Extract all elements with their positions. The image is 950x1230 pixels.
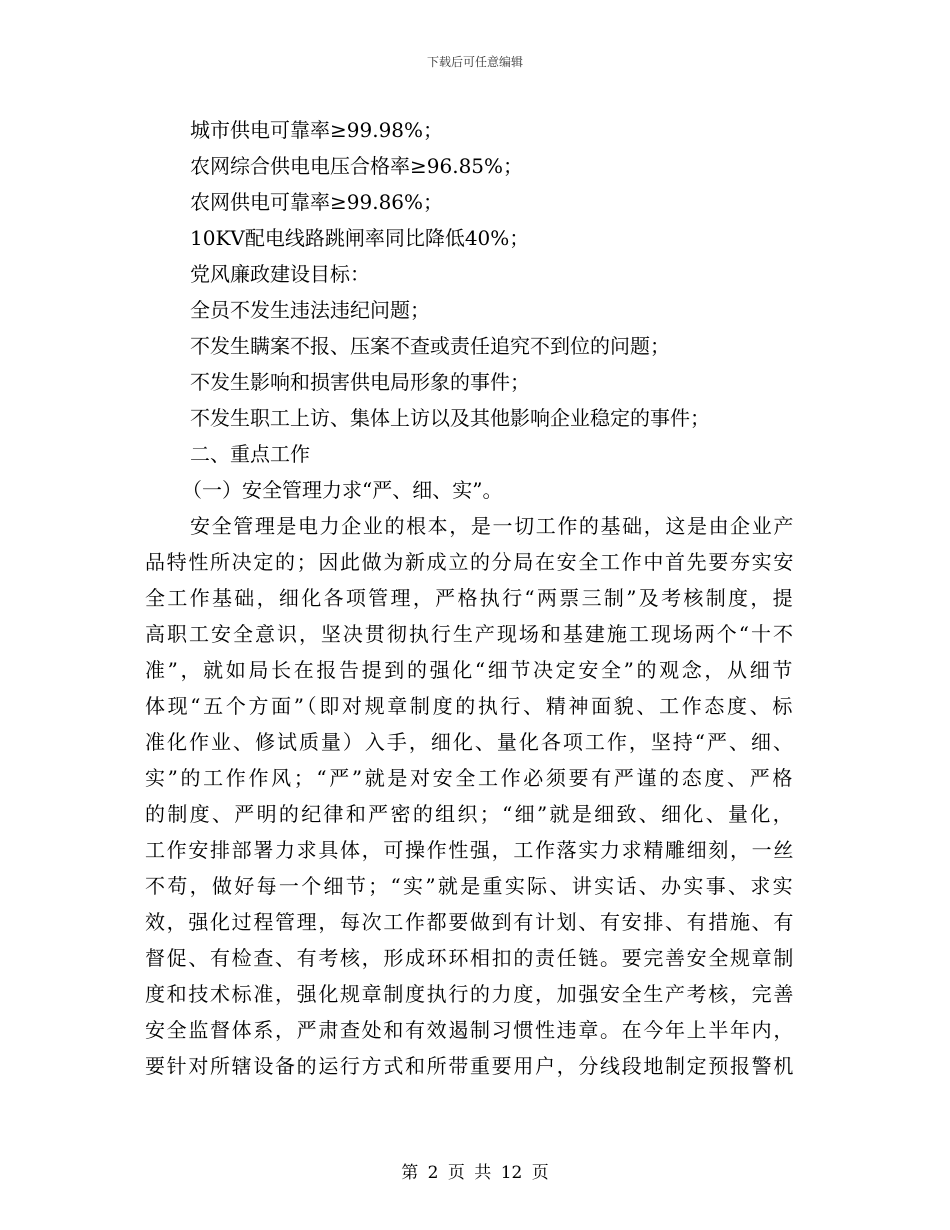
- text-line: 农网综合供电电压合格率≥96.85%；: [190, 154, 524, 178]
- text-line: 准化作业、修试质量）入手，细化、量化各项工作，坚持“严、细、: [145, 730, 795, 754]
- text-line: 10KV配电线路跳闸率同比降低40%；: [190, 226, 530, 250]
- text-line: 城市供电可靠率≥99.98%；: [190, 118, 444, 142]
- page-number: 第 2 页 共 12 页: [401, 1163, 549, 1183]
- text-line: 不发生瞒案不报、压案不查或责任追究不到位的问题；: [190, 334, 670, 358]
- text-line: 实”的工作作风；“严”就是对安全工作必须要有严谨的态度、严格: [145, 766, 795, 790]
- text-line: 不发生职工上访、集体上访以及其他影响企业稳定的事件；: [190, 406, 710, 430]
- text-line: 督促、有检查、有考核，形成环环相扣的责任链。要完善安全规章制: [145, 946, 795, 970]
- text-line: 不发生影响和损害供电局形象的事件；: [190, 370, 530, 394]
- text-line: 准”，就如局长在报告提到的强化“细节决定安全”的观念，从细节: [145, 658, 795, 682]
- document-body: [0, 112, 950, 1084]
- text-line: 安全管理是电力企业的根本，是一切工作的基础，这是由企业产: [190, 514, 795, 538]
- text-line: 体现“五个方面”（即对规章制度的执行、精神面貌、工作态度、标: [145, 694, 795, 718]
- text-line: 全员不发生违法违纪问题；: [190, 298, 430, 322]
- text-line: 的制度、严明的纪律和严密的组织；“细”就是细致、细化、量化，: [145, 802, 795, 826]
- text-line: 党风廉政建设目标：: [190, 262, 370, 286]
- header-note: 下载后可任意编辑: [426, 55, 523, 69]
- text-line: （一）安全管理力求“严、细、实”。: [182, 478, 503, 502]
- text-line: 度和技术标准，强化规章制度执行的力度，加强安全生产考核，完善: [145, 982, 795, 1006]
- text-line: 农网供电可靠率≥99.86%；: [190, 190, 444, 214]
- text-line: 效，强化过程管理，每次工作都要做到有计划、有安排、有措施、有: [145, 910, 795, 934]
- text-line: 品特性所决定的；因此做为新成立的分局在安全工作中首先要夯实安: [145, 550, 795, 574]
- text-line: 要针对所辖设备的运行方式和所带重要用户，分线段地制定预报警机: [145, 1054, 795, 1078]
- text-line: 安全监督体系，严肃查处和有效遏制习惯性违章。在今年上半年内，: [145, 1018, 795, 1042]
- text-line: 高职工安全意识，坚决贯彻执行生产现场和基建施工现场两个“十不: [145, 622, 795, 646]
- text-line: 工作安排部署力求具体，可操作性强，工作落实力求精雕细刻，一丝: [145, 838, 795, 862]
- text-line: 二、重点工作: [190, 442, 310, 466]
- text-line: 全工作基础，细化各项管理，严格执行“两票三制”及考核制度，提: [145, 586, 795, 610]
- text-line: 不苟，做好每一个细节；“实”就是重实际、讲实话、办实事、求实: [145, 874, 795, 898]
